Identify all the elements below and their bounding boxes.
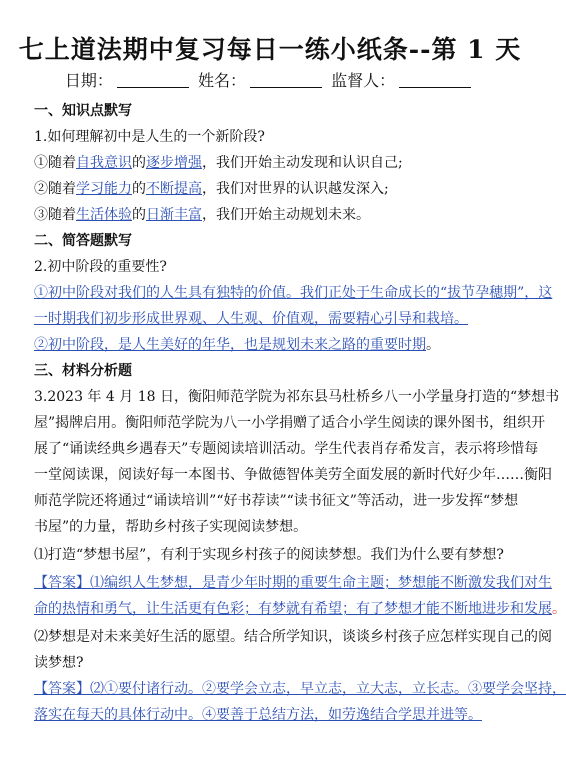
- q3-answer-1-line-2: [34, 598, 566, 618]
- q3-answer-2-line-2: 落实在每天的具体行动中。④要善于总结方法，如劳逸结合学思并进等。: [34, 707, 482, 723]
- q3-answer-1-line-1: 【答案】⑴编织人生梦想，是青少年时期的重要生命主题；梦想能不断激发我们对生: [34, 575, 552, 591]
- date-label: 日期：: [64, 71, 113, 90]
- q1-question: 1.如何理解初中是人生的一个新阶段?: [34, 129, 265, 145]
- q3-sub-question-2-line-2: 读梦想?: [34, 655, 84, 671]
- q1-item-3-pre: ③随着: [34, 207, 76, 223]
- q1-item-2-mid: 的: [132, 181, 146, 197]
- q1-item-3-post: ，我们开始主动规划未来。: [202, 207, 370, 223]
- q3-answer-1-end: 。: [552, 601, 566, 617]
- q1-item-2-keyword-b: 不断提高: [146, 181, 202, 197]
- name-label: 姓名：: [197, 71, 246, 90]
- q2-answer-1-line-2: 一时期我们初步形成世界观、人生观、价值观，需要精心引导和栽培。: [34, 311, 468, 327]
- q3-material-line-2: 屋”揭牌启用。衡阳师范学院为八一小学捐赠了适合小学生阅读的课外图书，组织开: [34, 415, 546, 431]
- q2-answer-2-text: ②初中阶段，是人生美好的年华，也是规划未来之路的重要时期: [34, 337, 426, 353]
- section-heading-3: 三、材料分析题: [34, 363, 132, 379]
- section-heading-2: 二、简答题默写: [34, 233, 132, 249]
- q3-material-line-6: 书屋”的力量，帮助乡村孩子实现阅读梦想。: [34, 519, 308, 535]
- q2-answer-2-end: 。: [426, 337, 440, 353]
- q2-answer-1-line-1: ①初中阶段对我们的人生具有独特的价值。我们正处于生命成长的“拔节孕穗期”，这: [34, 285, 553, 301]
- q2-question: 2.初中阶段的重要性?: [34, 259, 167, 275]
- q1-item-1: [34, 152, 403, 172]
- q1-item-3: [34, 204, 370, 224]
- page-title: 七上道法期中复习每日一练小纸条--第 1 天: [18, 35, 522, 64]
- q3-answer-2-line-1: 【答案】⑵①要付诸行动。②要学会立志，早立志，立大志，立长志。③要学会坚持，: [34, 681, 566, 697]
- q1-item-2-keyword-a: 学习能力: [76, 181, 132, 197]
- q1-item-1-keyword-b: 逐步增强: [146, 155, 202, 171]
- q3-material-line-4: 一堂阅读课，阅读好每一本图书、争做德智体美劳全面发展的新时代好少年……衡阳: [34, 467, 552, 483]
- section-heading-1: 一、知识点默写: [34, 103, 132, 119]
- date-blank: [117, 71, 189, 88]
- q1-item-1-post: ，我们开始主动发现和认识自己;: [202, 155, 403, 171]
- q1-item-2: [34, 178, 389, 198]
- q1-item-2-pre: ②随着: [34, 181, 76, 197]
- q2-answer-2: [34, 334, 440, 354]
- q3-material-line-1: 3.2023 年 4 月 18 日，衡阳师范学院为祁东县马杜桥乡八一小学量身打造的“梦想书: [34, 389, 560, 405]
- header-fields: [0, 68, 540, 91]
- q3-material-line-3: 展了“诵读经典乡遇春天”专题阅读培训活动。学生代表肖存希发言，表示将珍惜每: [34, 441, 539, 457]
- q1-item-3-mid: 的: [132, 207, 146, 223]
- supervisor-label: 监督人：: [331, 71, 396, 90]
- q3-sub-question-1: ⑴打造“梦想书屋”，有利于实现乡村孩子的阅读梦想。我们为什么要有梦想?: [34, 547, 504, 563]
- q1-item-3-keyword-b: 日渐丰富: [146, 207, 202, 223]
- q3-sub-question-2-line-1: ⑵梦想是对未来美好生活的愿望。结合所学知识，谈谈乡村孩子应怎样实现自己的阅: [34, 629, 552, 645]
- q1-item-3-keyword-a: 生活体验: [76, 207, 132, 223]
- q1-item-2-post: ，我们对世界的认识越发深入;: [202, 181, 389, 197]
- q3-material-line-5: 师范学院还将通过“诵读培训”“好书荐读”“读书征文”等活动，进一步发挥“梦想: [34, 493, 519, 509]
- q3-answer-1-line-2-text: 命的热情和勇气，让生活更有色彩；有梦就有希望；有了梦想才能不断地进步和发展: [34, 601, 552, 617]
- supervisor-blank: [399, 71, 471, 88]
- q1-item-1-pre: ①随着: [34, 155, 76, 171]
- q1-item-1-keyword-a: 自我意识: [76, 155, 132, 171]
- name-blank: [250, 71, 322, 88]
- q1-item-1-mid: 的: [132, 155, 146, 171]
